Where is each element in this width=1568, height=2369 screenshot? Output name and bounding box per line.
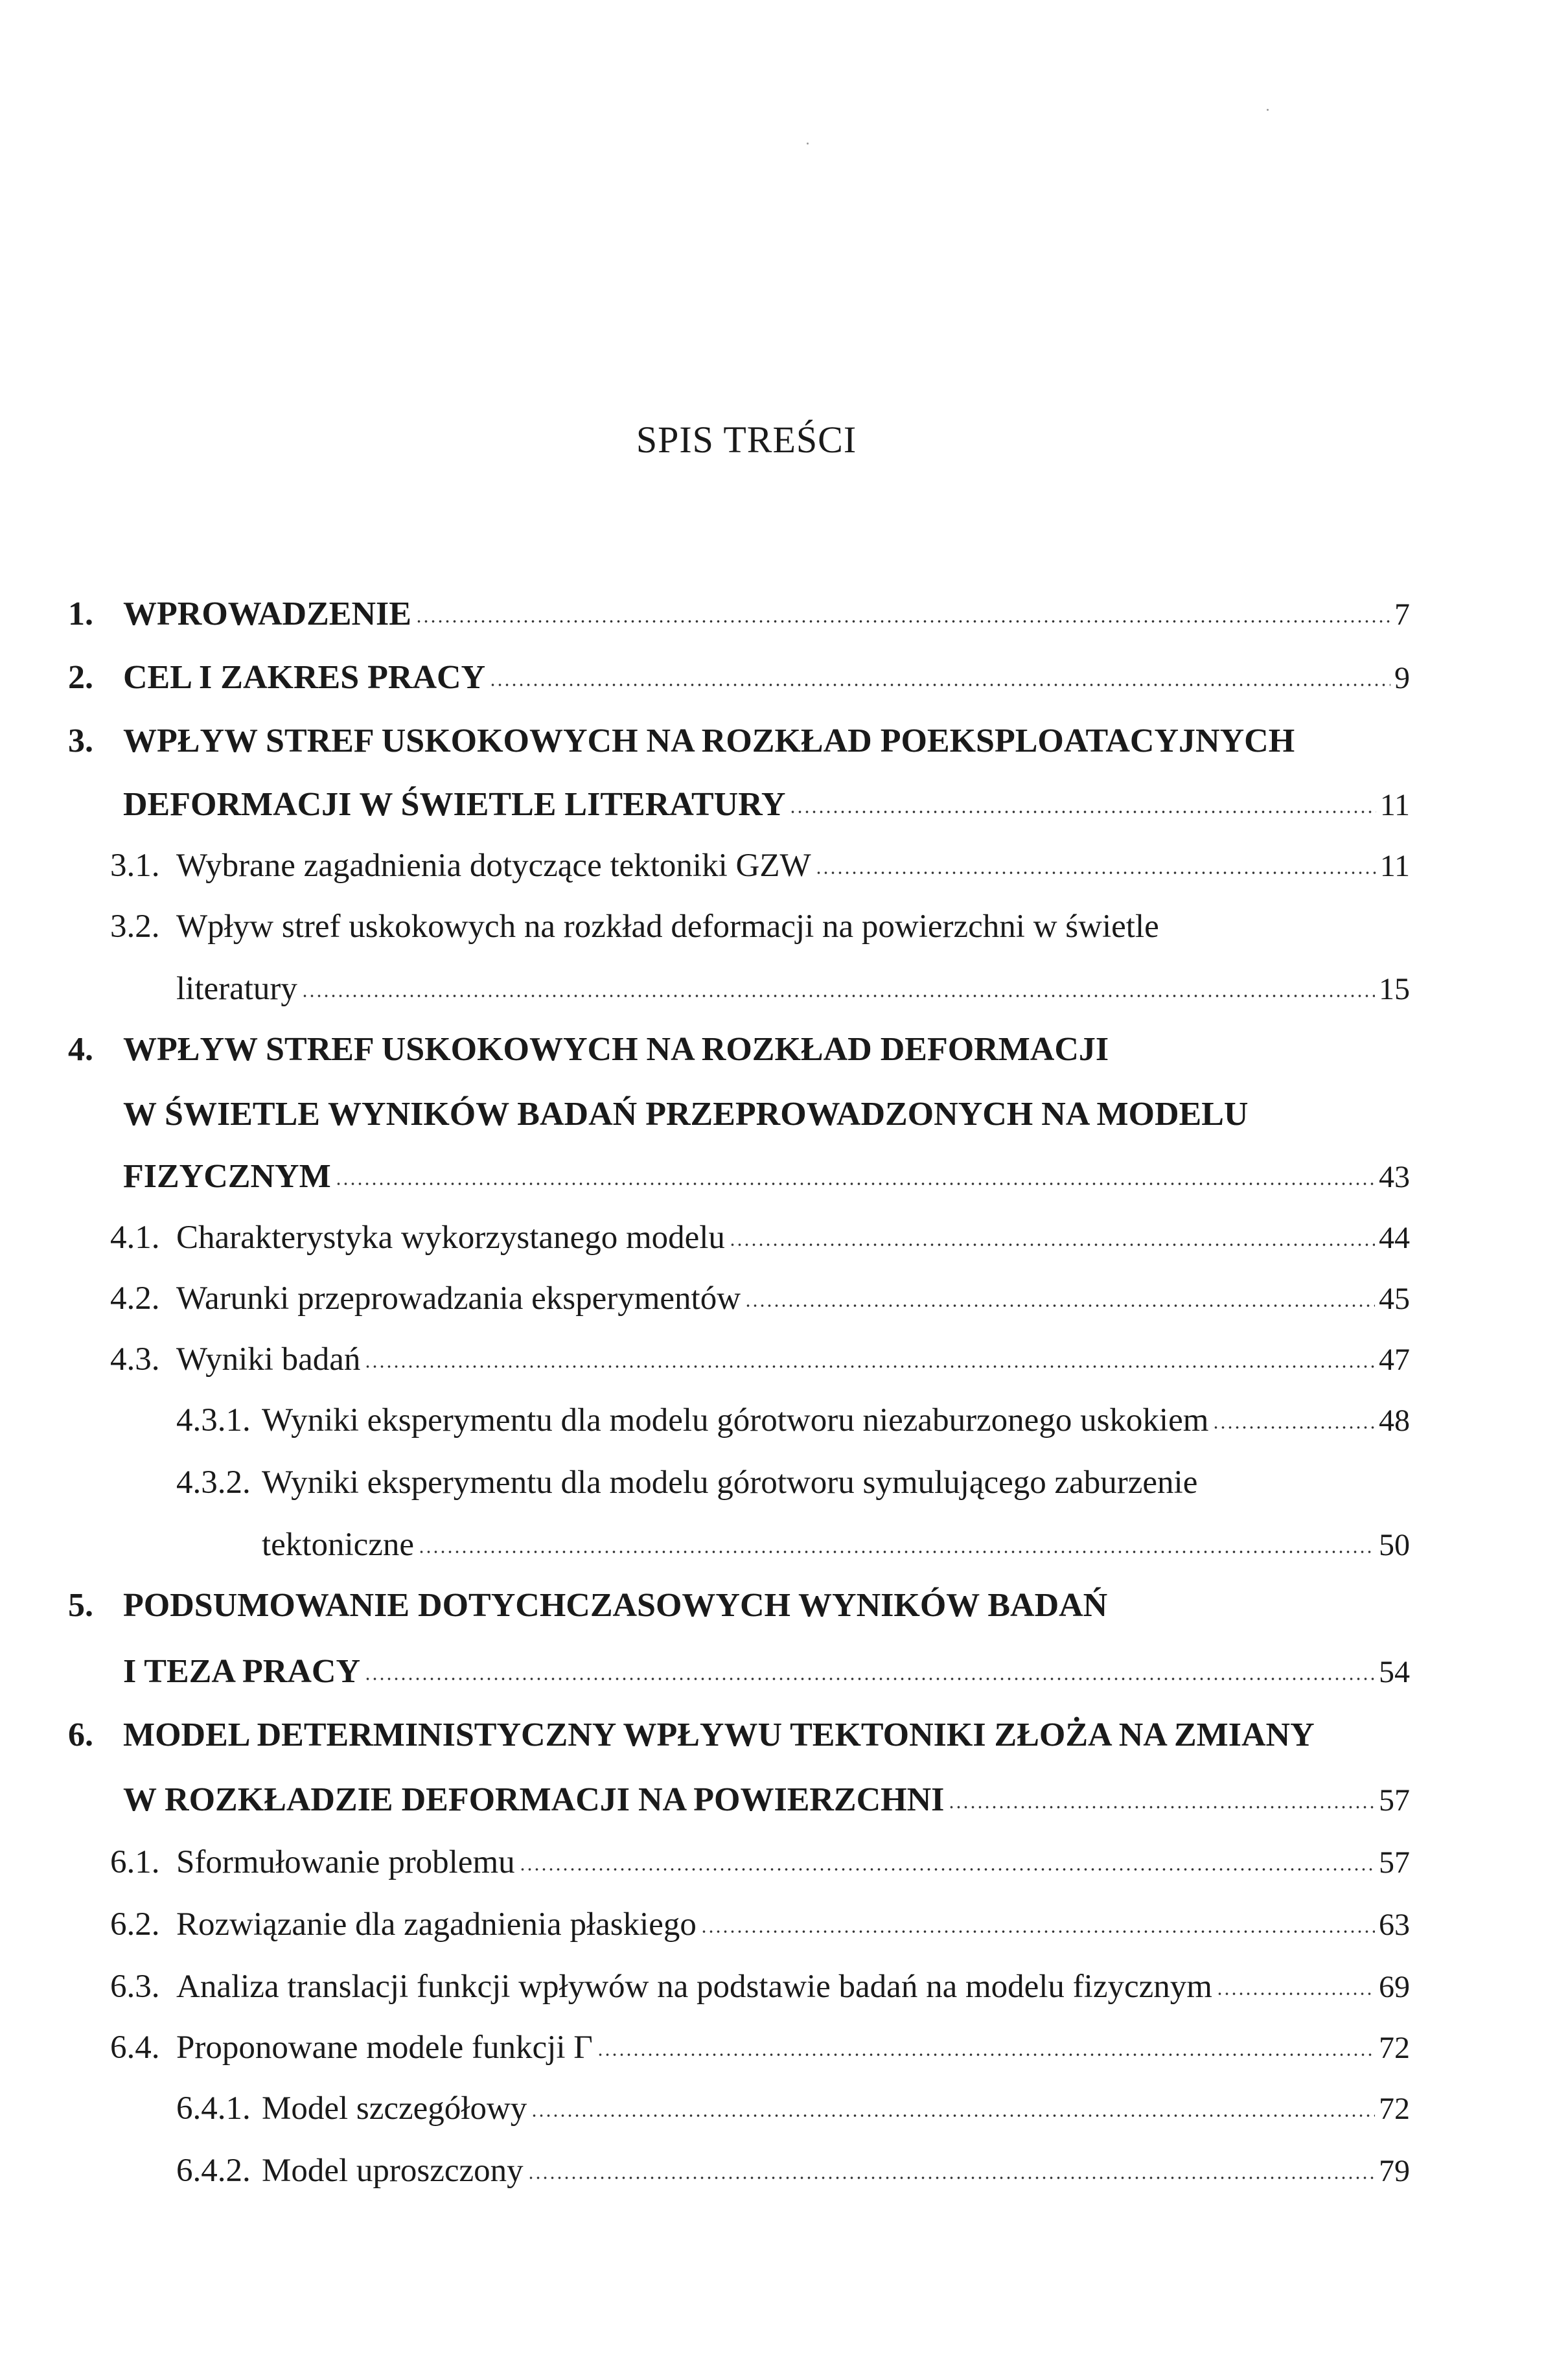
scan-speck bbox=[1267, 109, 1269, 111]
toc-entry-title: Sformułowanie problemu bbox=[176, 1844, 515, 1880]
toc-entry-6 bbox=[123, 1774, 1410, 1826]
toc-page-number: 9 bbox=[1394, 661, 1410, 695]
toc-entry-title: Model szczegółowy bbox=[262, 2090, 527, 2127]
toc-entry-number: 4. bbox=[68, 1031, 93, 1068]
toc-page-number: 54 bbox=[1379, 1655, 1410, 1689]
dot-leader bbox=[489, 684, 1390, 686]
dot-leader bbox=[364, 1678, 1375, 1680]
dot-leader bbox=[415, 620, 1390, 623]
dot-leader bbox=[301, 995, 1375, 997]
toc-entry-title: Wybrane zagadnienia dotyczące tektoniki GZW bbox=[176, 848, 811, 884]
toc-entry-number: 6.4. bbox=[110, 2029, 160, 2066]
toc-page-number: 72 bbox=[1379, 2031, 1410, 2065]
dot-leader bbox=[597, 2053, 1375, 2056]
toc-entry-number: 3. bbox=[68, 722, 93, 759]
toc-entry-1 bbox=[68, 588, 1410, 640]
dot-leader bbox=[364, 1365, 1375, 1368]
toc-entry-3-line-1 bbox=[68, 715, 1295, 767]
toc-entry-5 bbox=[123, 1646, 1410, 1698]
toc-entry-number: 4.3. bbox=[110, 1341, 160, 1378]
toc-entry-number: 6. bbox=[68, 1716, 93, 1753]
toc-page-number: 47 bbox=[1379, 1343, 1410, 1377]
toc-entry-title: PODSUMOWANIE DOTYCHCZASOWYCH WYNIKÓW BADAŃ bbox=[123, 1587, 1108, 1624]
toc-entry-title-cont: I TEZA PRACY bbox=[123, 1653, 361, 1690]
toc-entry-title: WPROWADZENIE bbox=[123, 595, 411, 632]
dot-leader bbox=[815, 872, 1376, 874]
toc-entry-number: 4.3.1. bbox=[176, 1402, 251, 1439]
toc-entry-title: Analiza translacji funkcji wpływów na podstawie badań na modelu fizycznym bbox=[176, 1969, 1212, 2005]
toc-entry-title: Proponowane modele funkcji Γ bbox=[176, 2029, 593, 2066]
toc-entry-number: 6.3. bbox=[110, 1969, 160, 2005]
toc-entry-number: 4.2. bbox=[110, 1280, 160, 1317]
toc-entry-5-line-1 bbox=[68, 1580, 1107, 1632]
toc-entry-3 bbox=[123, 779, 1410, 831]
toc-entry-title: Wpływ stref uskokowych na rozkład deformacji na powierzchni w świetle bbox=[176, 908, 1159, 945]
toc-entry-6-2 bbox=[110, 1899, 1410, 1950]
toc-entry-4-line-1 bbox=[68, 1024, 1109, 1076]
toc-entry-number: 6.2. bbox=[110, 1906, 160, 1943]
toc-entry-6-3 bbox=[110, 1961, 1410, 2013]
toc-page-number: 57 bbox=[1379, 1845, 1410, 1880]
toc-entry-title-cont: FIZYCZNYM bbox=[123, 1158, 331, 1195]
toc-page-number: 43 bbox=[1379, 1160, 1410, 1194]
toc-entry-number: 5. bbox=[68, 1587, 93, 1624]
toc-entry-title: Wyniki badań bbox=[176, 1341, 361, 1378]
page-title: SPIS TREŚCI bbox=[636, 419, 857, 461]
dot-leader bbox=[700, 1930, 1375, 1933]
dot-leader bbox=[418, 1551, 1375, 1553]
toc-entry-title: Charakterystyka wykorzystanego modelu bbox=[176, 1219, 725, 1256]
toc-page-number: 79 bbox=[1379, 2154, 1410, 2188]
toc-entry-title: CEL I ZAKRES PRACY bbox=[123, 659, 486, 696]
toc-entry-4 bbox=[123, 1151, 1410, 1203]
toc-entry-4-3-2-line-1 bbox=[176, 1457, 1197, 1508]
toc-entry-4-3-1 bbox=[176, 1394, 1410, 1446]
toc-page-number: 7 bbox=[1394, 597, 1410, 632]
toc-entry-title: Wyniki eksperymentu dla modelu górotworu symulującego zaburzenie bbox=[262, 1464, 1198, 1501]
toc-entry-6-4-2 bbox=[176, 2145, 1410, 2197]
toc-entry-number: 2. bbox=[68, 659, 93, 696]
toc-page-number: 11 bbox=[1379, 788, 1410, 822]
toc-entry-title: WPŁYW STREF USKOKOWYCH NA ROZKŁAD DEFORMACJI bbox=[123, 1031, 1109, 1068]
toc-entry-3-2 bbox=[176, 963, 1410, 1015]
dot-leader bbox=[527, 2177, 1375, 2179]
dot-leader bbox=[744, 1304, 1375, 1307]
dot-leader bbox=[1212, 1426, 1375, 1429]
toc-entry-4-2 bbox=[110, 1273, 1410, 1324]
toc-page-number: 48 bbox=[1379, 1404, 1410, 1438]
toc-entry-number: 6.4.2. bbox=[176, 2153, 251, 2189]
toc-entry-number: 1. bbox=[68, 595, 93, 632]
dot-leader bbox=[531, 2114, 1375, 2117]
toc-entry-number: 4.1. bbox=[110, 1219, 160, 1256]
toc-entry-title: Wyniki eksperymentu dla modelu górotworu niezaburzonego uskokiem bbox=[262, 1402, 1209, 1439]
toc-entry-3-2-line-1 bbox=[110, 901, 1159, 953]
toc-entry-3-1 bbox=[110, 840, 1410, 892]
toc-entry-6-4-1 bbox=[176, 2083, 1410, 2134]
toc-entry-6-line-1 bbox=[68, 1709, 1315, 1761]
toc-entry-title-cont: literatury bbox=[176, 971, 297, 1007]
toc-page-number: 72 bbox=[1379, 2092, 1410, 2126]
toc-page-number: 57 bbox=[1379, 1783, 1410, 1818]
toc-page-number: 15 bbox=[1379, 972, 1410, 1006]
toc-page-number: 11 bbox=[1379, 849, 1410, 883]
toc-entry-number: 6.4.1. bbox=[176, 2090, 251, 2127]
dot-leader bbox=[519, 1868, 1375, 1871]
toc-entry-title: WPŁYW STREF USKOKOWYCH NA ROZKŁAD POEKSPLOATACYJNYCH bbox=[123, 722, 1295, 759]
dot-leader bbox=[789, 811, 1376, 813]
toc-entry-6-4 bbox=[110, 2022, 1410, 2074]
toc-entry-title: MODEL DETERMINISTYCZNY WPŁYWU TEKTONIKI ZŁOŻA NA ZMIANY bbox=[123, 1716, 1315, 1753]
toc-entry-title: Rozwiązanie dla zagadnienia płaskiego bbox=[176, 1906, 697, 1943]
toc-entry-4-1 bbox=[110, 1212, 1410, 1264]
toc-entry-number: 3.1. bbox=[110, 848, 160, 884]
toc-page-number: 45 bbox=[1379, 1282, 1410, 1316]
toc-entry-title-cont: W ŚWIETLE WYNIKÓW BADAŃ PRZEPROWADZONYCH NA MODELU bbox=[123, 1096, 1249, 1133]
scan-speck bbox=[807, 143, 809, 144]
dot-leader bbox=[948, 1806, 1375, 1809]
toc-entry-title-cont: DEFORMACJI W ŚWIETLE LITERATURY bbox=[123, 786, 786, 823]
toc-entry-title: Model uproszczony bbox=[262, 2153, 524, 2189]
toc-entry-6-1 bbox=[110, 1836, 1410, 1888]
dot-leader bbox=[729, 1243, 1375, 1246]
toc-entry-4-3 bbox=[110, 1334, 1410, 1385]
toc-entry-2 bbox=[68, 652, 1410, 704]
dot-leader bbox=[1216, 1993, 1375, 1995]
dot-leader bbox=[335, 1183, 1375, 1185]
toc-entry-number: 4.3.2. bbox=[176, 1464, 251, 1501]
toc-entry-title: Warunki przeprowadzania eksperymentów bbox=[176, 1280, 741, 1317]
toc-entry-number: 6.1. bbox=[110, 1844, 160, 1880]
toc-entry-number: 3.2. bbox=[110, 908, 160, 945]
toc-page-number: 50 bbox=[1379, 1528, 1410, 1562]
toc-page-number: 69 bbox=[1379, 1970, 1410, 2004]
toc-entry-title-cont: tektoniczne bbox=[262, 1527, 415, 1563]
toc-entry-title-cont: W ROZKŁADZIE DEFORMACJI NA POWIERZCHNI bbox=[123, 1781, 945, 1818]
toc-page-number: 44 bbox=[1379, 1221, 1410, 1255]
toc-entry-4-3-2 bbox=[262, 1519, 1410, 1571]
toc-page-number: 63 bbox=[1379, 1908, 1410, 1942]
toc-entry-4-line-2 bbox=[123, 1089, 1248, 1140]
